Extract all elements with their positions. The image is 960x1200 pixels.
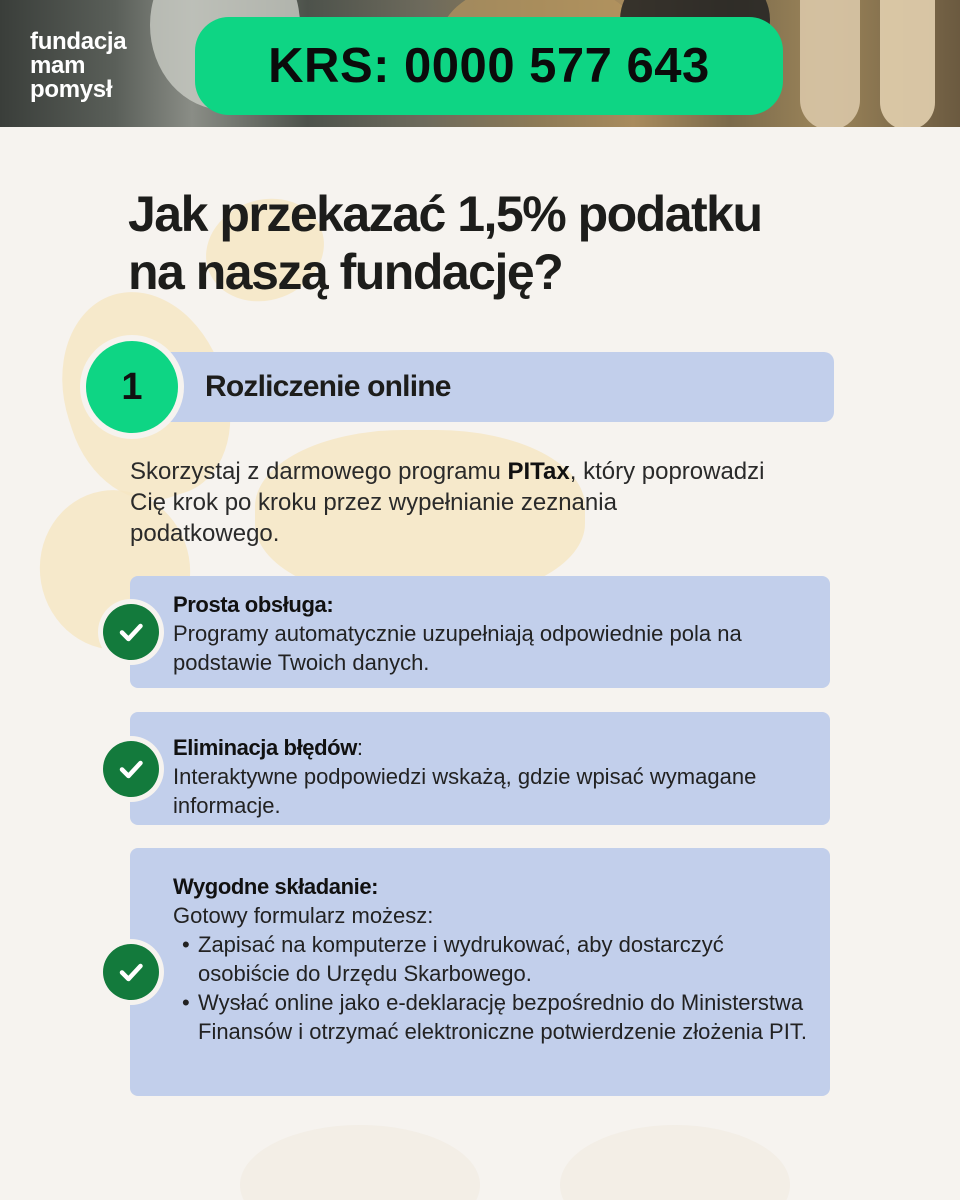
- feature-card-error-elimination: [130, 712, 830, 825]
- paw-decoration: [560, 1125, 790, 1200]
- card-content: [173, 872, 810, 1046]
- title-line-1: Jak przekazać 1,5% podatku: [128, 186, 762, 242]
- card-content: [173, 733, 810, 820]
- feature-card-convenient-filing: [130, 848, 830, 1096]
- card-text: Programy automatycznie uzupełniają odpowiednie pola na podstawie Twoich danych.: [173, 621, 742, 675]
- bullet-list: [173, 930, 810, 1046]
- card-title: Prosta obsługa:: [173, 592, 334, 617]
- feature-card-easy-use: [130, 576, 830, 688]
- intro-paragraph: [130, 456, 770, 549]
- program-name: PITax: [507, 458, 570, 485]
- checkmark-glyph: [116, 957, 146, 987]
- step-number-badge: [86, 341, 178, 433]
- page-title: [128, 185, 888, 301]
- step-label: Rozliczenie online: [205, 370, 451, 403]
- bullet-item: • Wysłać online jako e-deklarację bezpośrednio do Ministerstwa Finansów i otrzymać elektroniczne potwierdzenie złożenia PIT.: [173, 988, 810, 1046]
- check-circle-icon: [103, 944, 159, 1000]
- step-number: 1: [121, 365, 143, 408]
- photo-shape: [800, 0, 860, 127]
- card-title: Wygodne składanie:: [173, 874, 379, 899]
- card-title-row: [173, 733, 810, 762]
- foundation-logo: [30, 30, 126, 102]
- card-title-suffix: :: [356, 735, 364, 760]
- card-text: Interaktywne podpowiedzi wskażą, gdzie wpisać wymagane informacje.: [173, 764, 757, 818]
- step-banner: [150, 352, 834, 422]
- check-circle-icon: [103, 741, 159, 797]
- krs-badge: [195, 17, 783, 115]
- bullet-item: • Zapisać na komputerze i wydrukować, aby dostarczyć osobiście do Urzędu Skarbowego.: [173, 930, 810, 988]
- logo-line: pomysł: [30, 76, 113, 103]
- intro-text: Skorzystaj z darmowego programu: [130, 458, 508, 485]
- photo-shape: [880, 0, 935, 127]
- card-content: [173, 590, 810, 677]
- card-text: Gotowy formularz możesz:: [173, 903, 434, 928]
- title-line-2: na naszą fundację?: [128, 244, 563, 300]
- card-title: Eliminacja błędów: [173, 735, 357, 760]
- check-circle-icon: [103, 604, 159, 660]
- checkmark-glyph: [116, 617, 146, 647]
- logo-line: mam: [30, 52, 86, 79]
- logo-line: fundacja: [30, 28, 127, 55]
- checkmark-glyph: [116, 754, 146, 784]
- krs-number: KRS: 0000 577 643: [268, 39, 710, 93]
- paw-decoration: [240, 1125, 480, 1200]
- intro-text: , który poprowadzi Cię krok po kroku przez wypełnianie zeznania podatkowego.: [130, 458, 765, 547]
